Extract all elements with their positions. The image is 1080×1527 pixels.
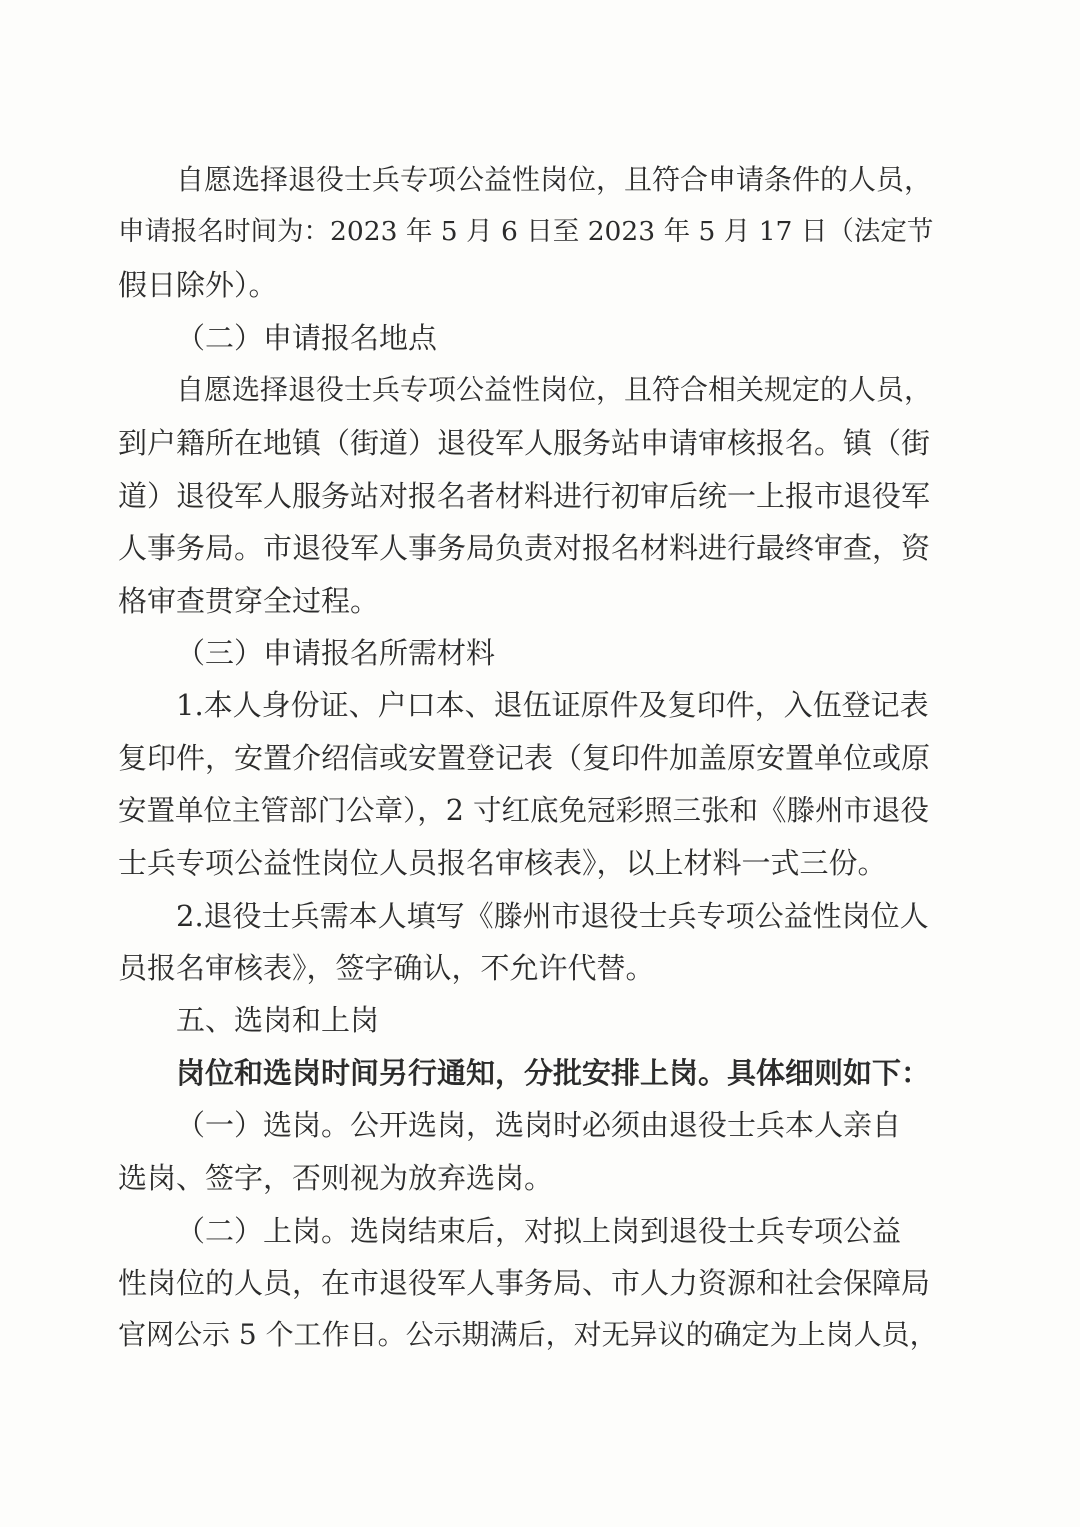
paragraph-line: 假日除外）。 xyxy=(118,268,278,302)
section-heading: （二）申请报名地点 xyxy=(176,321,438,355)
paragraph-line: 格审查贯穿全过程。 xyxy=(118,584,380,618)
bold-paragraph-line: 岗位和选岗时间另行通知，分批安排上岗。具体细则如下： xyxy=(176,1056,931,1090)
paragraph-line: 2.退役士兵需本人填写《滕州市退役士兵专项公益性岗位人 xyxy=(176,899,929,933)
paragraph-line: 1.本人身份证、户口本、退伍证原件及复印件，入伍登记表 xyxy=(176,688,929,722)
paragraph-line: 复印件，安置介绍信或安置登记表（复印件加盖原安置单位或原 xyxy=(118,741,931,775)
paragraph-line: （二）上岗。选岗结束后，对拟上岗到退役士兵专项公益 xyxy=(176,1214,902,1248)
paragraph-line: 选岗、签字，否则视为放弃选岗。 xyxy=(118,1161,554,1195)
paragraph-line: 安置单位主管部门公章），2 寸红底免冠彩照三张和《滕州市退役 xyxy=(118,794,929,827)
paragraph-line: 自愿选择退役士兵专项公益性岗位，且符合相关规定的人员， xyxy=(176,373,933,406)
paragraph-line: 性岗位的人员，在市退役军人事务局、市人力资源和社会保障局 xyxy=(118,1266,931,1300)
paragraph-line: 申请报名时间为：2023 年 5 月 6 日至 2023 年 5 月 17 日（法定节 xyxy=(118,216,934,247)
paragraph-line: 员报名审核表》，签字确认，不允许代替。 xyxy=(118,951,655,985)
section-heading: （三）申请报名所需材料 xyxy=(176,636,496,670)
paragraph-line: 自愿选择退役士兵专项公益性岗位，且符合申请条件的人员， xyxy=(176,163,933,196)
paragraph-line: 到户籍所在地镇（街道）退役军人服务站申请审核报名。镇（街 xyxy=(118,426,931,460)
paragraph-line: 士兵专项公益性岗位人员报名审核表》，以上材料一式三份。 xyxy=(118,846,887,880)
paragraph-line: 人事务局。市退役军人事务局负责对报名材料进行最终审查，资 xyxy=(118,531,931,565)
paragraph-line: 道）退役军人服务站对报名者材料进行初审后统一上报市退役军 xyxy=(118,479,931,513)
chapter-heading: 五、选岗和上岗 xyxy=(176,1003,380,1037)
paragraph-line: （一）选岗。公开选岗，选岗时必须由退役士兵本人亲自 xyxy=(176,1108,902,1142)
paragraph-line: 官网公示 5 个工作日。公示期满后，对无异议的确定为上岗人员， xyxy=(118,1318,938,1351)
